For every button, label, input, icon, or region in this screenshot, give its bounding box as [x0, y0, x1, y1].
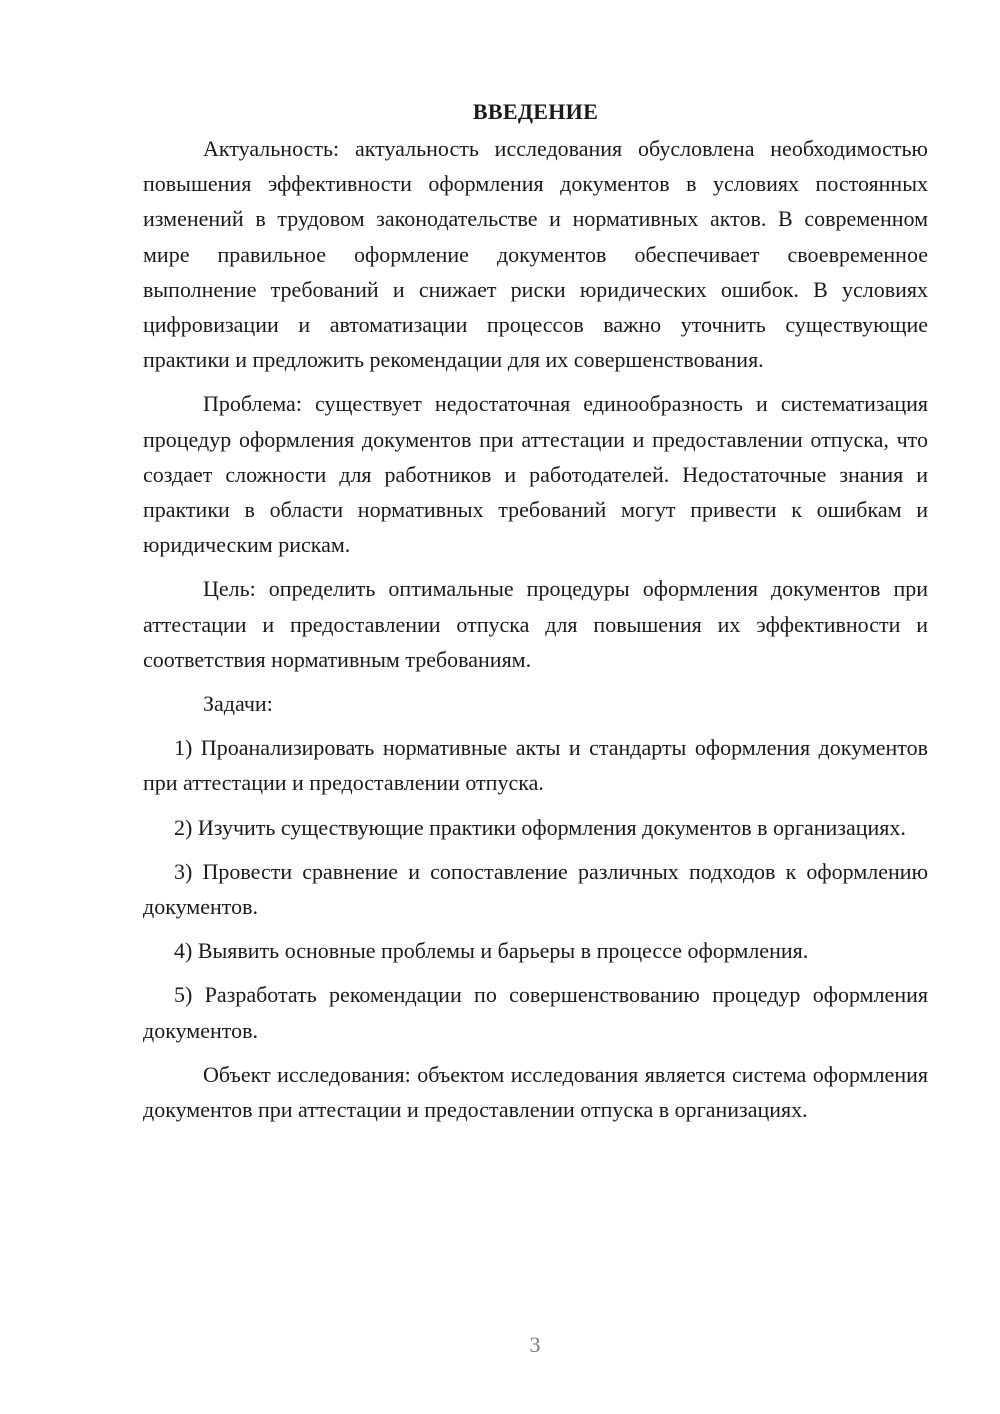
- task-item-4: 4) Выявить основные проблемы и барьеры в процессе оформления.: [174, 938, 809, 964]
- page-number: 3: [529, 1332, 541, 1357]
- tasks-heading: Задачи:: [203, 691, 273, 717]
- task-item-3: 3) Провести сравнение и сопоставление различных подходов к оформлению документов.: [143, 858, 928, 920]
- paragraph-object: Объект исследования: объектом исследования является система оформления документов при аттестации и предоставлении отпуска в организациях.: [143, 1061, 928, 1123]
- tasks-list: [143, 730, 928, 1048]
- paragraph-relevance: Актуальность: актуальность исследования обусловлена необходимостью повышения эффективности оформления документов в условиях постоянных изменений в трудовом законодательстве и нормативных актов. В современном мире правильное оформление документов обеспечивает своевременное выполнение требований и снижает риски юридических ошибок. В условиях цифровизации и автоматизации процессов важно уточнить существующие практики и предложить рекомендации для их совершенствования.: [143, 136, 928, 373]
- task-item-2: 2) Изучить существующие практики оформления документов в организациях.: [174, 814, 906, 840]
- task-item-5: 5) Разработать рекомендации по совершенствованию процедур оформления документов.: [143, 982, 928, 1043]
- paragraph-goal: Цель: определить оптимальные процедуры оформления документов при аттестации и предоставлении отпуска для повышения их эффективности и соответствия нормативным требованиям.: [143, 576, 928, 672]
- paragraph-problem: Проблема: существует недостаточная единообразность и систематизация процедур оформления документов при аттестации и предоставлении отпуска, что создает сложности для работников и работодателей. Недостаточные знания и практики в области нормативных требований могут привести к ошибкам и юридическим рискам.: [143, 391, 928, 558]
- section-title: ВВЕДЕНИЕ: [472, 99, 599, 124]
- task-item-1: 1) Проанализировать нормативные акты и стандарты оформления документов при аттестации и предоставлении отпуска.: [143, 735, 928, 796]
- page-content: [143, 94, 928, 1136]
